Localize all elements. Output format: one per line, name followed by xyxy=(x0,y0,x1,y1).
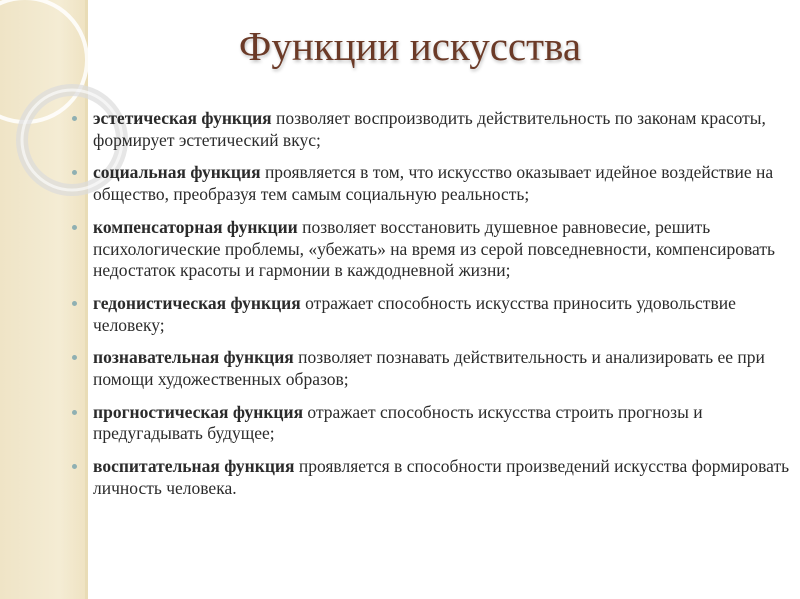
bullet-icon xyxy=(72,301,77,306)
functions-list xyxy=(72,108,796,511)
item-text: позволяет познавать действительность и анализировать ее при помощи художественных образов; xyxy=(93,347,765,390)
item-term: прогностическая функция xyxy=(93,401,304,422)
item-term: воспитательная функция xyxy=(93,456,295,477)
list-item xyxy=(72,293,796,336)
item-text: позволяет восстановить душевное равновесие, решить психологические проблемы, «убежать» на время из серой повседневности, компенсировать недостаток красоты и гармонии в каждодневной жизни; xyxy=(93,216,776,281)
item-text: проявляется в том, что искусство оказывает идейное воздействие на общество, преобразуя тем самым социальную реальность; xyxy=(93,162,774,205)
bullet-icon xyxy=(72,464,77,469)
list-item xyxy=(72,217,796,282)
list-item xyxy=(72,402,796,445)
bullet-icon xyxy=(72,116,77,121)
item-text: позволяет воспроизводить действительность по законам красоты, формирует эстетический вкус; xyxy=(93,108,766,150)
list-item xyxy=(72,108,796,151)
bullet-icon xyxy=(72,410,77,415)
bullet-icon xyxy=(72,170,77,175)
item-term: познавательная функция xyxy=(93,347,294,368)
list-item xyxy=(72,162,796,205)
item-term: эстетическая функция xyxy=(93,108,272,128)
item-term: компенсаторная функции xyxy=(93,216,298,237)
bullet-icon xyxy=(72,355,77,360)
item-text: проявляется в способности произведений искусства формировать личность человека. xyxy=(93,456,790,498)
list-item xyxy=(72,456,796,499)
list-item xyxy=(72,347,796,390)
item-term: социальная функция xyxy=(93,162,261,183)
bullet-icon xyxy=(72,225,77,230)
item-term: гедонистическая функция xyxy=(93,292,301,313)
item-text: отражает способность искусства приносить удовольствие человеку; xyxy=(93,292,736,335)
item-text: отражает способность искусства строить прогнозы и предугадывать будущее; xyxy=(93,401,703,444)
slide-title: Функции искусства xyxy=(238,23,582,69)
